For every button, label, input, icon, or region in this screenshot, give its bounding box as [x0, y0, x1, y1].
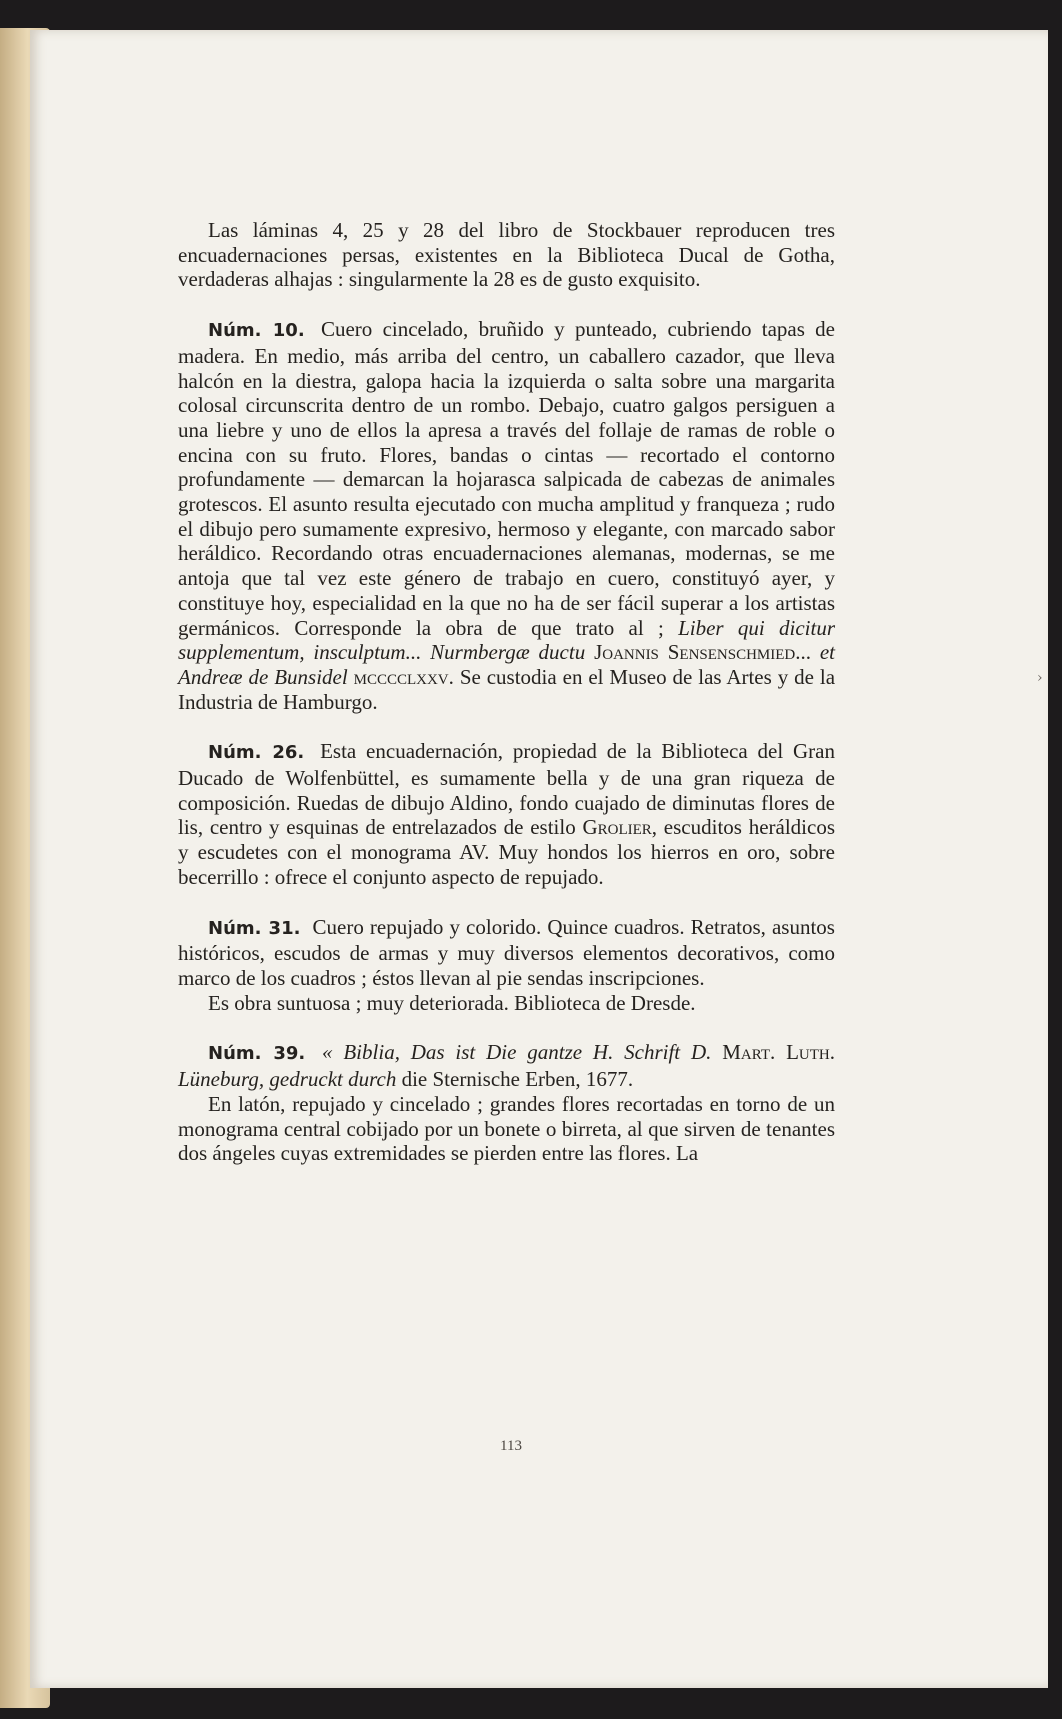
paragraph-num-26: Núm. 26. Esta encuadernación, propiedad de la Biblioteca del Gran Ducado de Wolfenbüttel, es sumamente bella y de una gran riqueza de composición. Ruedas de dibujo Aldino, fondo cuajado de diminutas flores de lis, centro y esquinas de entrelazados de estilo Grolier, escuditos heráldicos y escudetes con el monograma AV. Muy hondos los hierros en oro, sobre becerrillo : ofrece el conjunto aspecto de repujado. [178, 739, 835, 889]
entry-number: Núm. 39. [208, 1043, 306, 1065]
paragraph-num-31: Núm. 31. Cuero repujado y colorido. Quince cuadros. Retratos, asuntos históricos, escudos de armas y muy diversos elementos decorativos, como marco de los cuadros ; éstos llevan al pie sendas inscripciones. [178, 914, 835, 990]
margin-mark: › [1037, 670, 1043, 686]
paragraph-intro: Las láminas 4, 25 y 28 del libro de Stockbauer reproducen tres encuadernaciones persas, existentes en la Biblioteca Ducal de Gotha, verdaderas alhajas : singularmente la 28 es de gusto exquisito. [178, 218, 835, 292]
paragraph-num-10: Núm. 10. Cuero cincelado, bruñido y punteado, cubriendo tapas de madera. En medio, más arriba del centro, un caballero cazador, que lleva halcón en la diestra, galopa hacia la izquierda o salta sobre una margarita colosal circunscrita dentro de un rombo. Debajo, cuatro galgos persiguen a una liebre y uno de ellos la apresa a través del follaje de ramas de roble o encina con su fruto. Flores, bandas o cintas — recortado el contorno profundamente — demarcan la hojarasca salpicada de cabezas de animales grotescos. El asunto resulta ejecutado con mucha amplitud y franqueza ; rudo el dibujo pero sumamente expresivo, hermoso y elegante, con marcado sabor heráldico. Recordando otras encuadernaciones alemanas, modernas, se me antoja que tal vez este género de trabajo en cuero, constituyó ayer, y constituye hoy, especialidad en la que no ha de ser fácil superar a los artistas germánicos. Corresponde la obra de que trato al ; Liber qui dicitur supplementum, insculptum... Nurmbergæ ductu Joannis Sensenschmied... et Andreæ de Bunsidel mcccclxxv. Se custodia en el Museo de las Artes y de la Industria de Hamburgo. [178, 317, 836, 714]
book-page [30, 30, 1048, 1688]
paragraph-num-31-cont: Es obra suntuosa ; muy deteriorada. Biblioteca de Dresde. [208, 990, 696, 1015]
entry-number: Núm. 31. [208, 917, 301, 939]
page-number: 113 [500, 1438, 522, 1454]
entry-number: Núm. 26. [208, 742, 305, 764]
page-text [178, 218, 835, 1166]
paragraph-num-39-cont: En latón, repujado y cincelado ; grandes flores recortadas en torno de un monograma central cobijado por un bonete o birreta, al que sirven de tenantes dos ángeles cuyas extremidades se pierden entre las flores. La [178, 1091, 835, 1166]
entry-number: Núm. 10. [208, 320, 305, 342]
paragraph-num-39: Núm. 39. « Biblia, Das ist Die gantze H. Schrift D. Mart. Luth. Lüneburg, gedruckt durch die Sternische Erben, 1677. [178, 1040, 835, 1092]
